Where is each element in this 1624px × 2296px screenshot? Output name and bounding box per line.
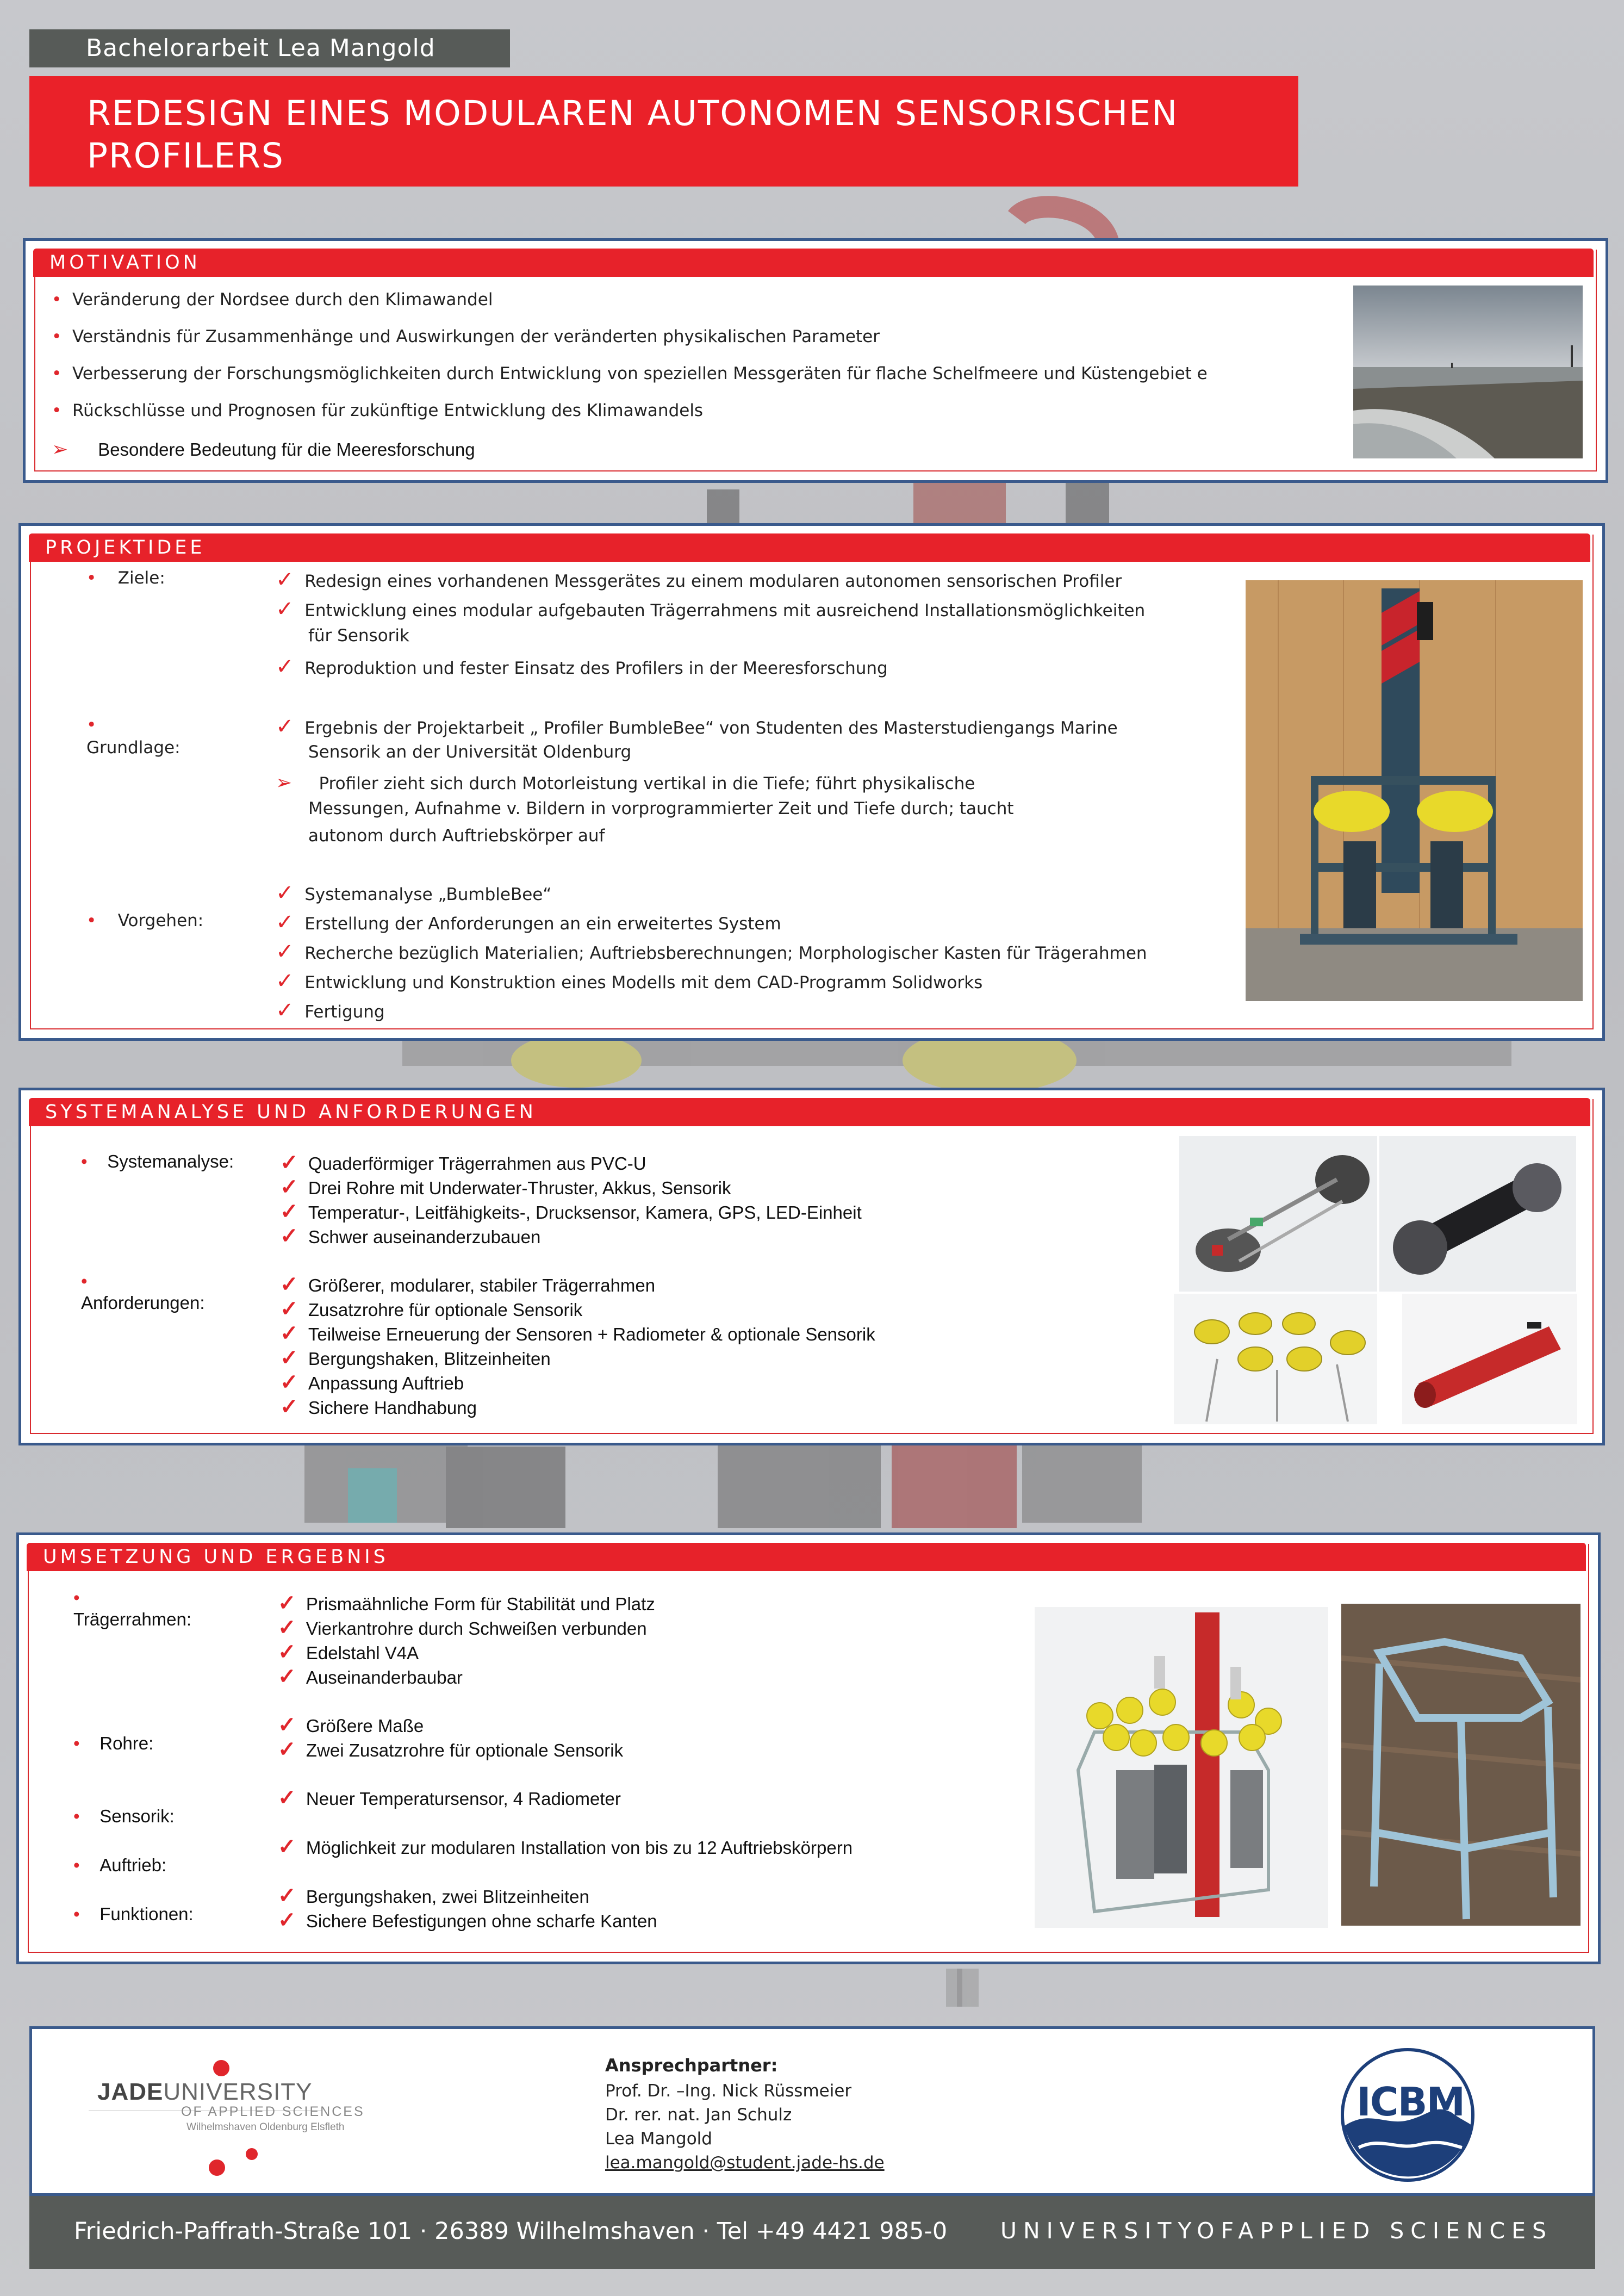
analyse-item-1: ✓ Quaderförmiger Trägerrahmen aus PVC-U [280, 1151, 646, 1175]
tube-exploded-render [1179, 1136, 1377, 1292]
vorgehen-item-5: ✓ Fertigung [276, 998, 385, 1023]
ziele-item-3: ✓ Reproduktion und fester Einsatz des Profilers in der Meeresforschung [276, 654, 888, 679]
funktionen-item-1: ✓ Bergungshaken, zwei Blitzeinheiten [278, 1884, 589, 1908]
title-line-1: REDESIGN EINES MODULAREN AUTONOMEN SENSORISCHEN [87, 94, 1179, 133]
anforderung-item-5: ✓ Anpassung Auftrieb [280, 1370, 464, 1394]
vorgehen-label: • Vorgehen: [86, 911, 204, 930]
grundlage-bullet: • [86, 715, 97, 735]
motivation-bullet-3: • Verbesserung der Forschungsmöglichkeiten durch Entwicklung von speziellen Messgeräten für flache Schelfmeere und Küstengebiet e [52, 364, 1208, 383]
anforderung-item-4: ✓ Bergungshaken, Blitzeinheiten [280, 1346, 551, 1370]
vorgehen-item-2: ✓ Erstellung der Anforderungen an ein erweitertes System [276, 910, 781, 935]
grundlage-item-1: ✓ Ergebnis der Projektarbeit „ Profiler BumbleBee“ von Studenten des Masterstudiengangs Marine [276, 714, 1118, 739]
grundlage-label: Grundlage: [86, 738, 181, 758]
motivation-bullet-4: • Rückschlüsse und Prognosen für zukünftige Entwicklung des Klimawandels [52, 401, 704, 420]
motivation-bullet-2: • Verständnis für Zusammenhänge und Auswirkungen der veränderten physikalischen Parameter [52, 327, 880, 346]
rohre-item-2: ✓ Zwei Zusatzrohre für optionale Sensorik [278, 1737, 624, 1761]
vorgehen-item-3: ✓ Recherche bezüglich Materialien; Auftriebsberechnungen; Morphologischer Kasten für Trägerahmen [276, 939, 1147, 964]
poster-title [29, 76, 1298, 187]
vorgehen-item-4: ✓ Entwicklung und Konstruktion eines Modells mit dem CAD-Programm Solidworks [276, 969, 983, 994]
anforderung-item-3: ✓ Teilweise Erneuerung der Sensoren + Radiometer & optionale Sensorik [280, 1321, 875, 1345]
projektidee-panel [18, 523, 1605, 1041]
auftrieb-item-1: ✓ Möglichkeit zur modularen Installation von bis zu 12 Auftriebskörpern [278, 1835, 853, 1859]
north-sea-beach-photo [1353, 286, 1583, 458]
title-line-2: PROFILERS [87, 136, 284, 176]
address-line: Friedrich-Paffrath-Straße 101 · 26389 Wilhelmshaven · Tel +49 4421 985-0 [74, 2218, 948, 2245]
systemanalyse-heading: SYSTEMANALYSE UND ANFORDERUNGEN [29, 1098, 1590, 1126]
sensorik-label: • Sensorik: [73, 1806, 175, 1826]
umsetzung-panel [16, 1532, 1601, 1964]
footer-panel [29, 2026, 1595, 2196]
footer-bar [29, 2196, 1595, 2269]
traeger-item-3: ✓ Edelstahl V4A [278, 1640, 419, 1664]
umsetzung-heading: UMSETZUNG UND ERGEBNIS [27, 1543, 1586, 1571]
vorgehen-item-1: ✓ Systemanalyse „BumbleBee“ [276, 880, 552, 905]
grundlage-arrow-3: autonom durch Auftriebskörper auf [308, 826, 605, 846]
contact-heading: Ansprechpartner: [605, 2055, 778, 2076]
analyse-item-2: ✓ Drei Rohre mit Underwater-Thruster, Akkus, Sensorik [280, 1175, 731, 1199]
sensorik-item-1: ✓ Neuer Temperatursensor, 4 Radiometer [278, 1786, 621, 1810]
welded-frame-photo [1341, 1604, 1581, 1926]
motivation-panel [23, 238, 1608, 483]
anforderung-item-6: ✓ Sichere Handhabung [280, 1395, 477, 1419]
motivation-bullet-1: • Veränderung der Nordsee durch den Klimawandel [52, 290, 493, 309]
systemanalyse-panel [18, 1088, 1605, 1445]
grundlage-arrow-2: Messungen, Aufnahme v. Bildern in vorprogrammierter Zeit und Tiefe durch; taucht [308, 799, 1014, 818]
icbm-logo-text: ICBM [1357, 2079, 1465, 2125]
systemanalyse-label: • Systemanalyse: [81, 1151, 234, 1171]
ziele-item-2: ✓ Entwicklung eines modular aufgebauten Trägerrahmens mit ausreichend Installationsmöglichkeiten [276, 597, 1146, 622]
jade-logo-cities: Wilhelmshaven Oldenburg Elsfleth [186, 2121, 345, 2133]
traeger-bullet: • [73, 1587, 80, 1608]
university-tagline: UNIVERSITYOFAPPLIED SCIENCES [1000, 2218, 1553, 2244]
contact-email-link[interactable]: lea.mangold@student.jade-hs.de [605, 2153, 885, 2173]
tube-render [1379, 1136, 1576, 1292]
traeger-item-2: ✓ Vierkantrohre durch Schweißen verbunden [278, 1616, 647, 1640]
anforderung-item-2: ✓ Zusatzrohre für optionale Sensorik [280, 1297, 583, 1321]
red-tube-render [1402, 1294, 1577, 1424]
jade-logo-wordmark: JADEUNIVERSITY [97, 2078, 313, 2105]
contact-2: Dr. rer. nat. Jan Schulz [605, 2105, 792, 2125]
bumblebee-profiler-photo [1246, 580, 1583, 1001]
projektidee-heading: PROJEKTIDEE [29, 533, 1590, 562]
new-profiler-cad-render [1035, 1607, 1328, 1928]
analyse-item-3: ✓ Temperatur-, Leitfähigkeits-, Drucksensor, Kamera, GPS, LED-Einheit [280, 1200, 862, 1224]
contact-1: Prof. Dr. –Ing. Nick Rüssmeier [605, 2081, 852, 2101]
motivation-conclusion: ➢ Besondere Bedeutung für die Meeresforschung [52, 438, 475, 460]
ziele-item-2-cont: für Sensorik [308, 626, 409, 646]
funktionen-item-2: ✓ Sichere Befestigungen ohne scharfe Kanten [278, 1908, 657, 1932]
rohre-label: • Rohre: [73, 1733, 154, 1753]
anforderungen-label: Anforderungen: [81, 1293, 205, 1313]
contact-3: Lea Mangold [605, 2129, 712, 2149]
analyse-item-4: ✓ Schwer auseinanderzubauen [280, 1224, 541, 1248]
traeger-item-4: ✓ Auseinanderbaubar [278, 1665, 463, 1689]
traeger-label: Trägerrahmen: [73, 1609, 192, 1629]
ziele-label: • Ziele: [86, 568, 165, 588]
motivation-heading: MOTIVATION [33, 249, 1594, 277]
rohre-item-1: ✓ Größere Maße [278, 1713, 424, 1737]
anforderung-item-1: ✓ Größerer, modularer, stabiler Trägerrahmen [280, 1273, 656, 1296]
anforderungen-bullet: • [81, 1271, 88, 1291]
traeger-item-1: ✓ Prismaähnliche Form für Stabilität und Platz [278, 1591, 655, 1615]
thesis-subtitle: Bachelorarbeit Lea Mangold [29, 29, 510, 67]
grundlage-arrow-1: ➢ Profiler zieht sich durch Motorleistung vertikal in die Tiefe; führt physikalische [276, 772, 975, 794]
auftrieb-label: • Auftrieb: [73, 1855, 167, 1875]
float-frame-render [1174, 1294, 1377, 1424]
grundlage-item-1-cont: Sensorik an der Universität Oldenburg [308, 742, 632, 762]
jade-logo-sub: OF APPLIED SCIENCES [181, 2104, 365, 2119]
funktionen-label: • Funktionen: [73, 1904, 194, 1924]
ziele-item-1: ✓ Redesign eines vorhandenen Messgerätes zu einem modularen autonomen sensorischen Profiler [276, 567, 1122, 592]
